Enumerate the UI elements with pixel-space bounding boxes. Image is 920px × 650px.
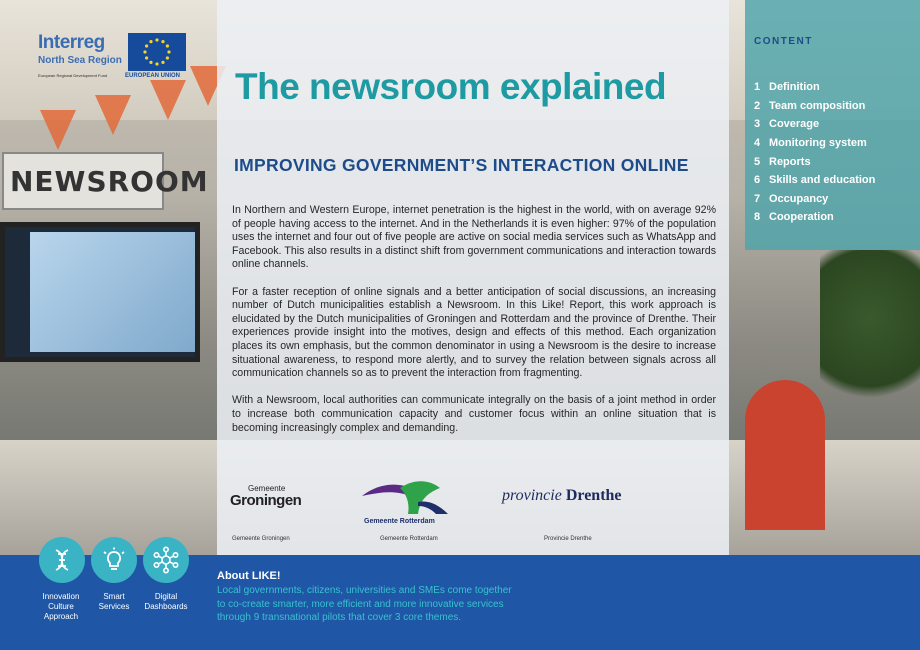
paragraph-3: With a Newsroom, local authorities can communicate integrally on the basis of a joint method in order to increase both communication capacity and customer focus within an online situation that is becoming increasingly complex and demanding. — [232, 394, 716, 434]
toc-item-cooperation[interactable]: 8 Cooperation — [754, 211, 834, 224]
bunting-flag — [40, 110, 76, 150]
groningen-logo-top: Gemeente — [248, 484, 286, 493]
newsroom-sign-text: NEWSROOM — [10, 165, 209, 198]
content-title: CONTENT — [754, 36, 813, 47]
groningen-logo — [230, 484, 310, 514]
interreg-region: North Sea Region — [38, 55, 122, 66]
toc-item-monitoring-system[interactable]: 4 Monitoring system — [754, 137, 867, 150]
toc-item-occupancy[interactable]: 7 Occupancy — [754, 192, 829, 205]
interreg-name: Interreg — [38, 32, 105, 53]
paragraph-2: For a faster reception of online signals and a better anticipation of social discussions, an increasing number of Dutch municipalities establish a Newsroom. In this Like! Report, this work approach is elucidated by the Dutch municipalities of Groningen and Rotterdam and the province of Drenthe. Their experiences provide insight into the motives, design and effects of this method. Each organization places its own emphasis, but the common denominator in using a Newsroom is the desire to increase situational awareness, to respond more alertly, and to survey the relation between signals across all communication channels so as to prevent the interaction from fragmenting. — [232, 285, 716, 380]
toc-item-skills-and-education[interactable]: 6 Skills and education — [754, 174, 876, 187]
eu-flag-icon — [128, 33, 186, 71]
theme-label-innovation: Innovation Culture Approach — [42, 592, 80, 621]
rotterdam-mark-icon — [360, 478, 450, 518]
theme-label-digital-dashboards: Digital Dashboards — [144, 592, 188, 611]
drenthe-logo-prefix: provincie — [502, 487, 566, 504]
groningen-logo-main: Groningen — [230, 492, 302, 509]
wall-screen-display — [30, 232, 195, 352]
body-text — [232, 204, 716, 449]
plant — [820, 250, 920, 420]
page-subtitle: IMPROVING GOVERNMENT’S INTERACTION ONLINE — [234, 155, 689, 175]
drenthe-logo — [502, 487, 622, 505]
theme-label-smart-services: Smart Services — [98, 592, 130, 611]
toc-item-definition[interactable]: 1 Definition — [754, 81, 820, 94]
table-of-contents — [754, 78, 914, 227]
toc-item-reports[interactable]: 5 Reports — [754, 155, 811, 168]
toc-item-coverage[interactable]: 3 Coverage — [754, 118, 820, 131]
page-title: The newsroom explained — [235, 66, 667, 107]
network-icon — [143, 537, 189, 583]
dna-icon — [39, 537, 85, 583]
bunting-flag — [95, 95, 131, 135]
rotterdam-logo-name: Gemeente Rotterdam — [364, 518, 435, 525]
about-text: Local governments, citizens, universities and SMEs come together to co-create smarter, more efficient and more innovative services through 9 transnational pilots that cover 3 core themes. — [217, 585, 512, 623]
paragraph-1: In Northern and Western Europe, internet penetration is the highest in the world, with on average 92% of people having access to the internet. And in the Netherlands it is even higher: 97% of the population uses the internet and four out of five people are active on social media services such as WhatsApp and Facebook. This also results in a distinct shift from government communications and interaction towards online channels. — [232, 204, 716, 271]
rotterdam-logo — [360, 478, 450, 528]
toc-item-team-composition[interactable]: 2 Team composition — [754, 99, 866, 112]
person — [745, 380, 825, 530]
drenthe-logo-main: Drenthe — [565, 487, 622, 504]
lightbulb-icon — [91, 537, 137, 583]
about-title: About LIKE! — [217, 570, 281, 582]
caption-rotterdam: Gemeente Rotterdam — [380, 536, 438, 542]
eu-label: EUROPEAN UNION — [125, 73, 181, 79]
erdf-label: European Regional Development Fund — [38, 73, 108, 78]
caption-groningen: Gemeente Groningen — [232, 536, 290, 542]
caption-drenthe: Provincie Drenthe — [544, 536, 592, 542]
